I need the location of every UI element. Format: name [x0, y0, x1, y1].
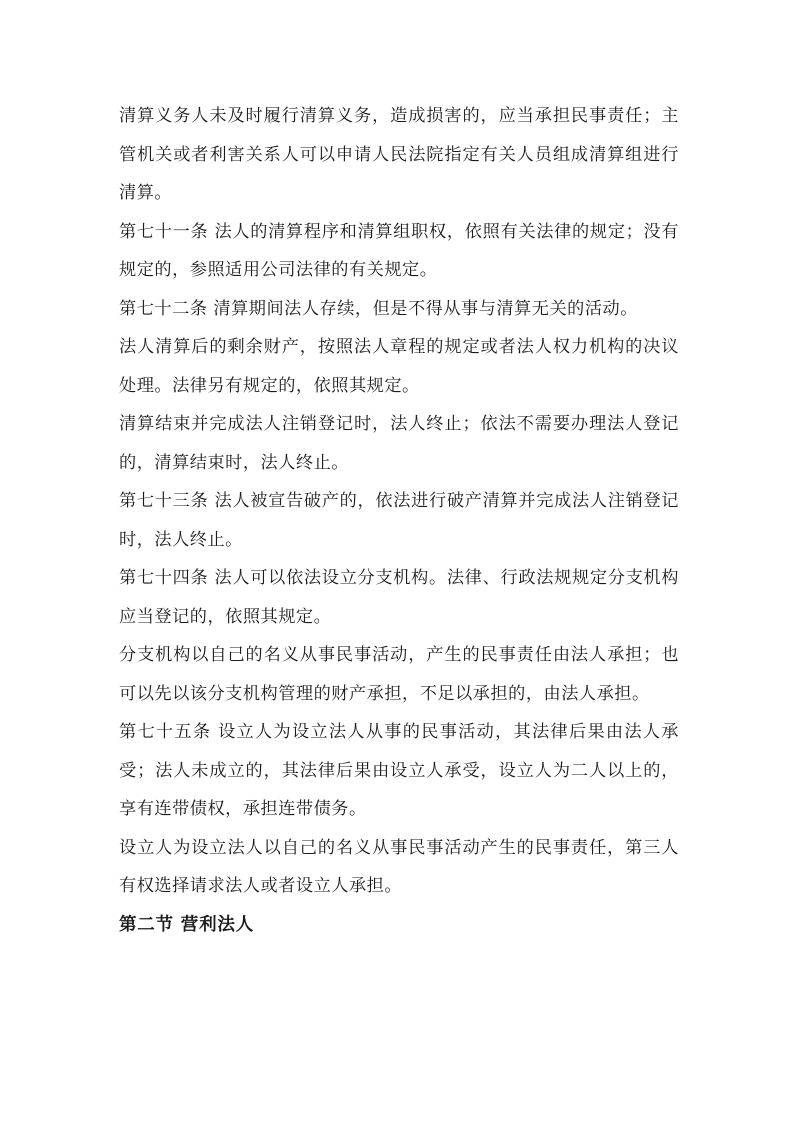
paragraph-article-72: 第七十二条 清算期间法人存续，但是不得从事与清算无关的活动。: [119, 298, 638, 319]
paragraph-article-74: 第七十四条 法人可以依法设立分支机构。法律、行政法规规定分支机构应当登记的，依照其规定。: [119, 568, 679, 627]
paragraph-liquidation-duty: 清算义务人未及时履行清算义务，造成损害的，应当承担民事责任；主管机关或者利害关系人可以申请人民法院指定有关人员组成清算组进行清算。: [119, 106, 679, 203]
document-body: [119, 97, 679, 944]
paragraph-branch-liability: 分支机构以自己的名义从事民事活动，产生的民事责任由法人承担；也可以先以该分支机构管理的财产承担，不足以承担的，由法人承担。: [119, 645, 679, 704]
paragraph-article-75: 第七十五条 设立人为设立法人从事的民事活动，其法律后果由法人承受；法人未成立的，其法律后果由设立人承受，设立人为二人以上的，享有连带债权，承担连带债务。: [119, 722, 679, 819]
section-heading: 第二节 营利法人: [119, 914, 254, 935]
paragraph-founder-liability: 设立人为设立法人以自己的名义从事民事活动产生的民事责任，第三人有权选择请求法人或者设立人承担。: [119, 837, 679, 896]
paragraph-remaining-property: 法人清算后的剩余财产，按照法人章程的规定或者法人权力机构的决议处理。法律另有规定的，依照其规定。: [119, 337, 679, 396]
paragraph-article-73: 第七十三条 法人被宣告破产的，依法进行破产清算并完成法人注销登记时，法人终止。: [119, 491, 679, 550]
paragraph-termination: 清算结束并完成法人注销登记时，法人终止；依法不需要办理法人登记的，清算结束时，法人终止。: [119, 414, 679, 473]
paragraph-article-71: 第七十一条 法人的清算程序和清算组职权，依照有关法律的规定；没有规定的，参照适用公司法律的有关规定。: [119, 221, 679, 280]
